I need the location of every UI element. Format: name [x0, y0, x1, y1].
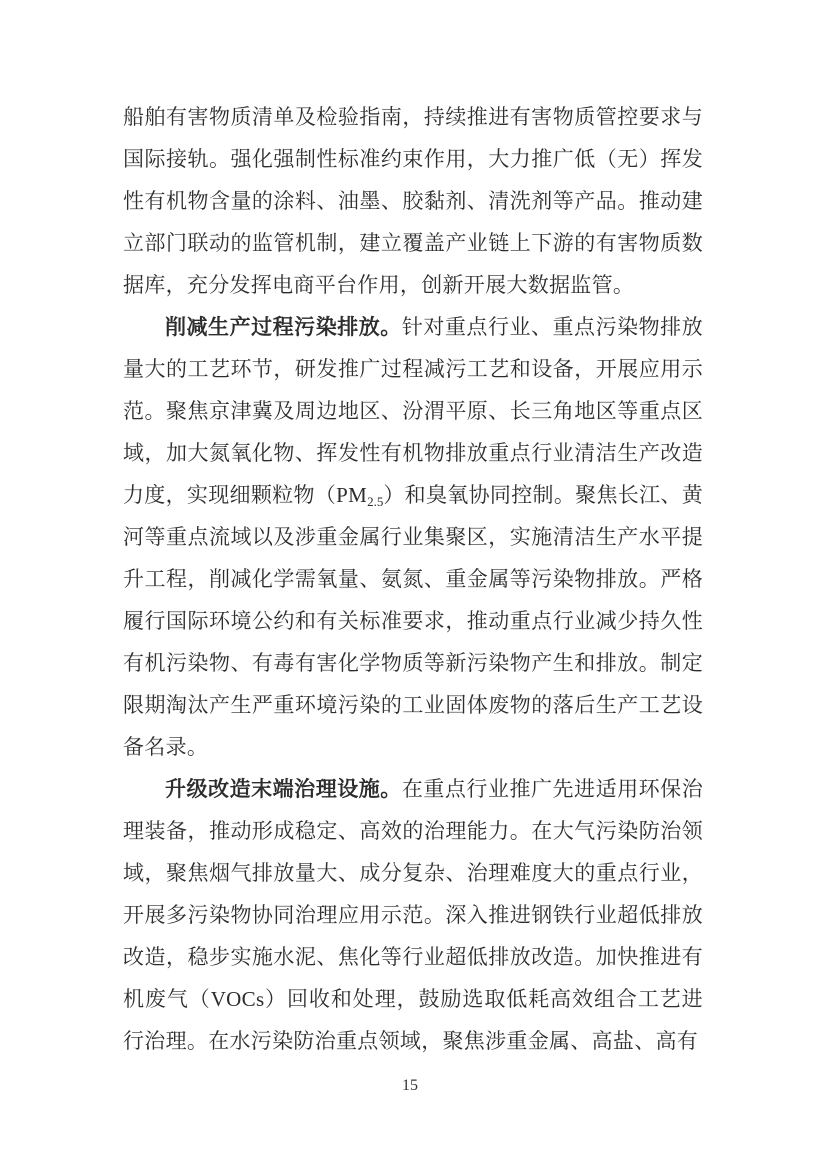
- subscript-run: 2.5: [367, 494, 384, 509]
- paragraph-lead: 升级改造末端治理设施。: [165, 777, 402, 801]
- paragraph: [123, 96, 703, 306]
- paragraph: [123, 768, 703, 1062]
- page-number: 15: [402, 1077, 418, 1094]
- paragraph-text-run: ）和臭氧协同控制。聚焦长江、黄河等重点流域以及涉重金属行业集聚区，实施清洁生产水平提升工程，削减化学需氧量、氨氮、重金属等污染物排放。严格履行国际环境公约和有关标准要求，推动重点行业减少持久性有机污染物、有毒有害化学物质等新污染物产生和排放。制定限期淘汰产生严重环境污染的工业固体废物的落后生产工艺设备名录。: [123, 483, 704, 759]
- document-text-block: [123, 96, 703, 1062]
- page-footer: [0, 1076, 820, 1096]
- paragraph-text-run: 针对重点行业、重点污染物排放量大的工艺环节，研发推广过程减污工艺和设备，开展应用示范。聚焦京津冀及周边地区、汾渭平原、长三角地区等重点区域，加大氮氧化物、挥发性有机物排放重点行业清洁生产改造力度，实现细颗粒物（PM: [123, 315, 703, 507]
- paragraph-text-run: 在重点行业推广先进适用环保治理装备，推动形成稳定、高效的治理能力。在大气污染防治领域，聚焦烟气排放量大、成分复杂、治理难度大的重点行业，开展多污染物协同治理应用示范。深入推进钢铁行业超低排放改造，稳步实施水泥、焦化等行业超低排放改造。加快推进有机废气（VOCs）回收和处理，鼓励选取低耗高效组合工艺进行治理。在水污染防治重点领域，聚焦涉重金属、高盐、高有: [123, 777, 703, 1053]
- paragraph-text-run: 船舶有害物质清单及检验指南，持续推进有害物质管控要求与国际接轨。强化强制性标准约束作用，大力推广低（无）挥发性有机物含量的涂料、油墨、胶黏剂、清洗剂等产品。推动建立部门联动的监管机制，建立覆盖产业链上下游的有害物质数据库，充分发挥电商平台作用，创新开展大数据监管。: [123, 105, 703, 297]
- paragraph: [123, 306, 703, 768]
- paragraph-lead: 削减生产过程污染排放。: [165, 315, 402, 339]
